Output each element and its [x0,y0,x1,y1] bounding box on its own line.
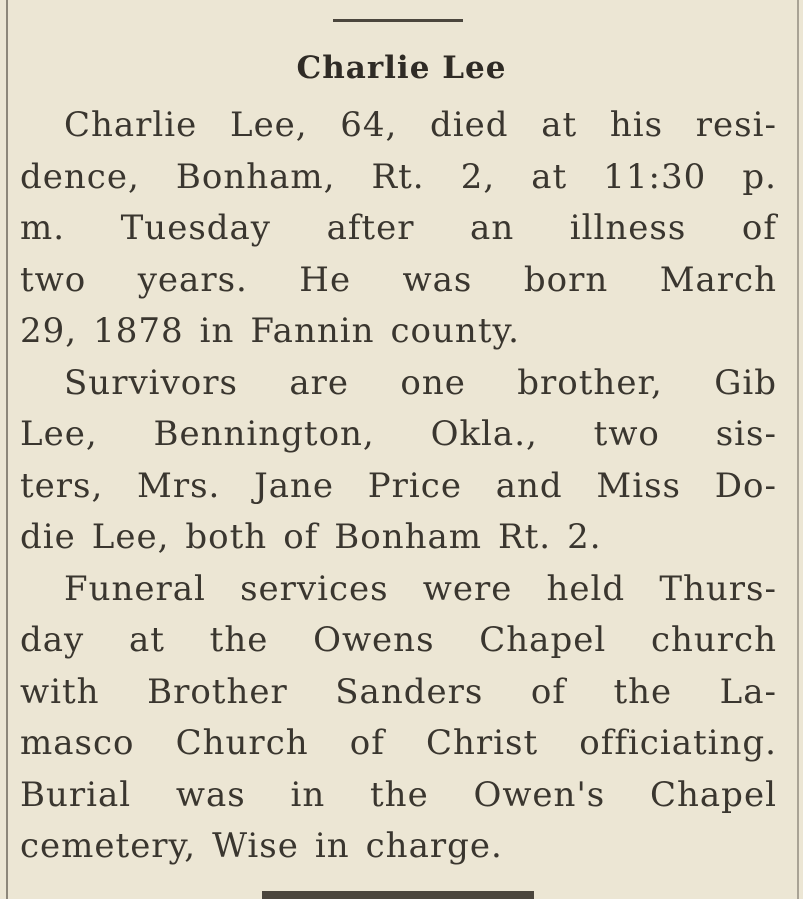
text-line [20,718,777,770]
word: Miss [596,465,681,506]
word: 29, [20,311,78,351]
word: March [659,259,777,300]
word: Mrs. [137,465,221,506]
text-line [20,512,777,564]
word: He [299,259,352,300]
word: two [20,259,87,300]
text-line [20,770,777,822]
word: at [128,620,165,660]
word: the [613,671,673,712]
word: and [495,465,563,506]
word: with [20,671,100,712]
word: Lee, [229,105,308,145]
word: Brother [147,671,288,712]
word: Burial [20,774,132,815]
word: county. [390,311,520,351]
word: 2, [460,156,496,197]
word: Christ [425,723,539,763]
word: years. [137,259,248,300]
word: Charlie [64,105,198,145]
text-line [20,821,777,873]
column-edge-left [6,0,8,899]
word: m. [20,208,66,248]
word: Rt. [498,517,552,557]
word: Rt. [371,156,425,197]
column-edge-right [797,0,799,899]
word: Bonham [334,517,483,557]
top-rule [333,19,463,22]
word: born [523,259,609,300]
word: Price [367,465,462,506]
word: charge. [365,826,503,866]
word: Funeral [64,568,206,609]
word: brother, [517,362,663,403]
word: church [650,620,777,660]
word: Tuesday [120,208,272,248]
text-line [20,564,777,616]
word: dence, [20,156,140,197]
word: Fannin [250,311,375,351]
word: one [400,362,466,403]
text-line [20,667,777,719]
word: ters, [20,465,104,506]
word: Thurs- [659,568,777,609]
word: Jane [254,465,335,506]
word: Bennington, [153,414,375,454]
text-line [20,100,777,152]
word: illness [569,208,687,248]
word: Wise [212,826,299,866]
word: Chapel [479,620,607,660]
obituary-text [20,100,777,873]
text-line [20,152,777,204]
word: his [609,105,664,145]
text-line [20,255,777,307]
word: Sanders [335,671,484,712]
word: resi- [695,105,777,145]
word: Owens [313,620,435,660]
word: Survivors [64,362,238,403]
word: officiating. [579,723,777,763]
word: in [199,311,235,351]
word: was [402,259,473,300]
word: Lee, [20,414,98,454]
word: were [422,568,513,609]
word: die [20,517,76,557]
bottom-rule [262,891,534,899]
word: Gib [714,362,777,403]
word: Lee, [91,517,170,557]
word: held [546,568,626,609]
word: of [349,723,385,763]
word: 64, [340,105,398,145]
word: of [741,208,777,248]
word: two [593,414,660,454]
word: an [470,208,515,248]
word: Chapel [650,774,777,815]
word: Owen's [473,774,606,815]
text-line [20,615,777,667]
word: in [290,774,326,815]
word: 11:30 [603,156,707,197]
text-line [20,358,777,410]
word: services [240,568,389,609]
word: of [530,671,566,712]
word: was [175,774,246,815]
word: died [430,105,509,145]
word: both [185,517,268,557]
word: Bonham, [175,156,336,197]
word: sis- [715,414,777,454]
text-line [20,461,777,513]
text-line [20,409,777,461]
word: the [209,620,269,660]
text-line [20,306,777,358]
word: 1878 [93,311,184,351]
word: of [283,517,319,557]
word: 2. [567,517,602,557]
word: Do- [714,465,777,506]
word: Okla., [430,414,538,454]
word: at [541,105,578,145]
word: Church [175,723,309,763]
word: cemetery, [20,826,197,866]
word: p. [742,156,777,197]
text-line [20,203,777,255]
obituary-headline: Charlie Lee [296,50,507,86]
word: day [20,620,85,660]
word: masco [20,723,135,763]
word: in [314,826,350,866]
word: at [531,156,568,197]
word: after [326,208,415,248]
word: the [370,774,429,815]
word: La- [719,671,777,712]
word: are [289,362,349,403]
